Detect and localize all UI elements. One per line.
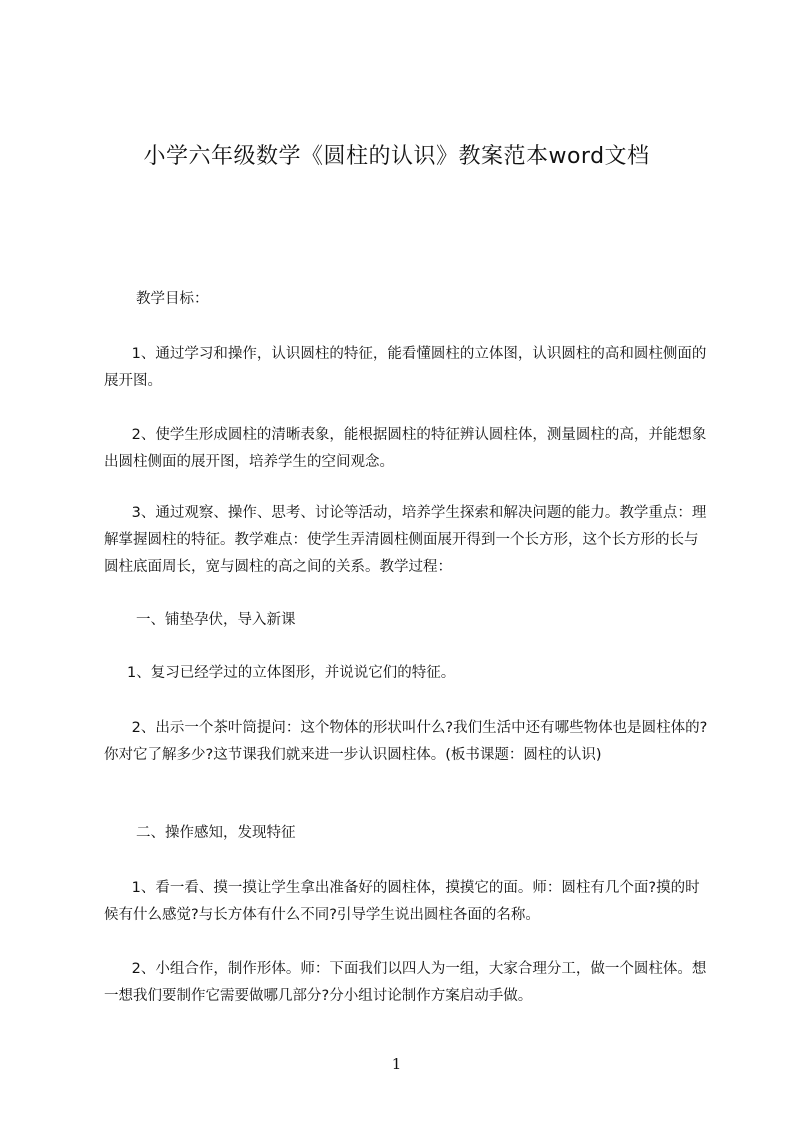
objectives-heading: 教学目标：: [136, 291, 209, 307]
objective-2: 2、使学生形成圆柱的清晰表象，能根据圆柱的特征辨认圆柱体，测量圆柱的高，并能想象出圆柱侧面的展开图，培养学生的空间观念。: [104, 427, 707, 470]
section-1-heading: 一、铺垫孕伏，导入新课: [136, 612, 296, 628]
section-2-heading: 二、操作感知，发现特征: [136, 825, 296, 841]
document-title: 小学六年级数学《圆柱的认识》教案范本word文档: [143, 144, 650, 169]
section-1-item-1: 1、复习已经学过的立体图形，并说说它们的特征。: [104, 665, 456, 681]
objective-1: 1、通过学习和操作，认识圆柱的特征，能看懂圆柱的立体图，认识圆柱的高和圆柱侧面的展开图。: [104, 346, 707, 389]
objective-3: 3、通过观察、操作、思考、讨论等活动，培养学生探索和解决问题的能力。教学重点：理解掌握圆柱的特征。教学难点：使学生弄清圆柱侧面展开得到一个长方形，这个长方形的长与圆柱底面周长，宽与圆柱的高之间的关系。教学过程：: [104, 505, 707, 575]
page-number: 1: [391, 1055, 402, 1073]
section-2-item-2: 2、小组合作，制作形体。师：下面我们以四人为一组，大家合理分工，做一个圆柱体。想一想我们要制作它需要做哪几部分?分小组讨论制作方案启动手做。: [104, 961, 707, 1004]
section-2-item-1: 1、看一看、摸一摸让学生拿出准备好的圆柱体，摸摸它的面。师：圆柱有几个面?摸的时候有什么感觉?与长方体有什么不同?引导学生说出圆柱各面的名称。: [104, 880, 700, 923]
section-1-item-2: 2、出示一个茶叶筒提问：这个物体的形状叫什么?我们生活中还有哪些物体也是圆柱体的?你对它了解多少?这节课我们就来进一步认识圆柱体。(板书课题：圆柱的认识): [104, 720, 708, 763]
